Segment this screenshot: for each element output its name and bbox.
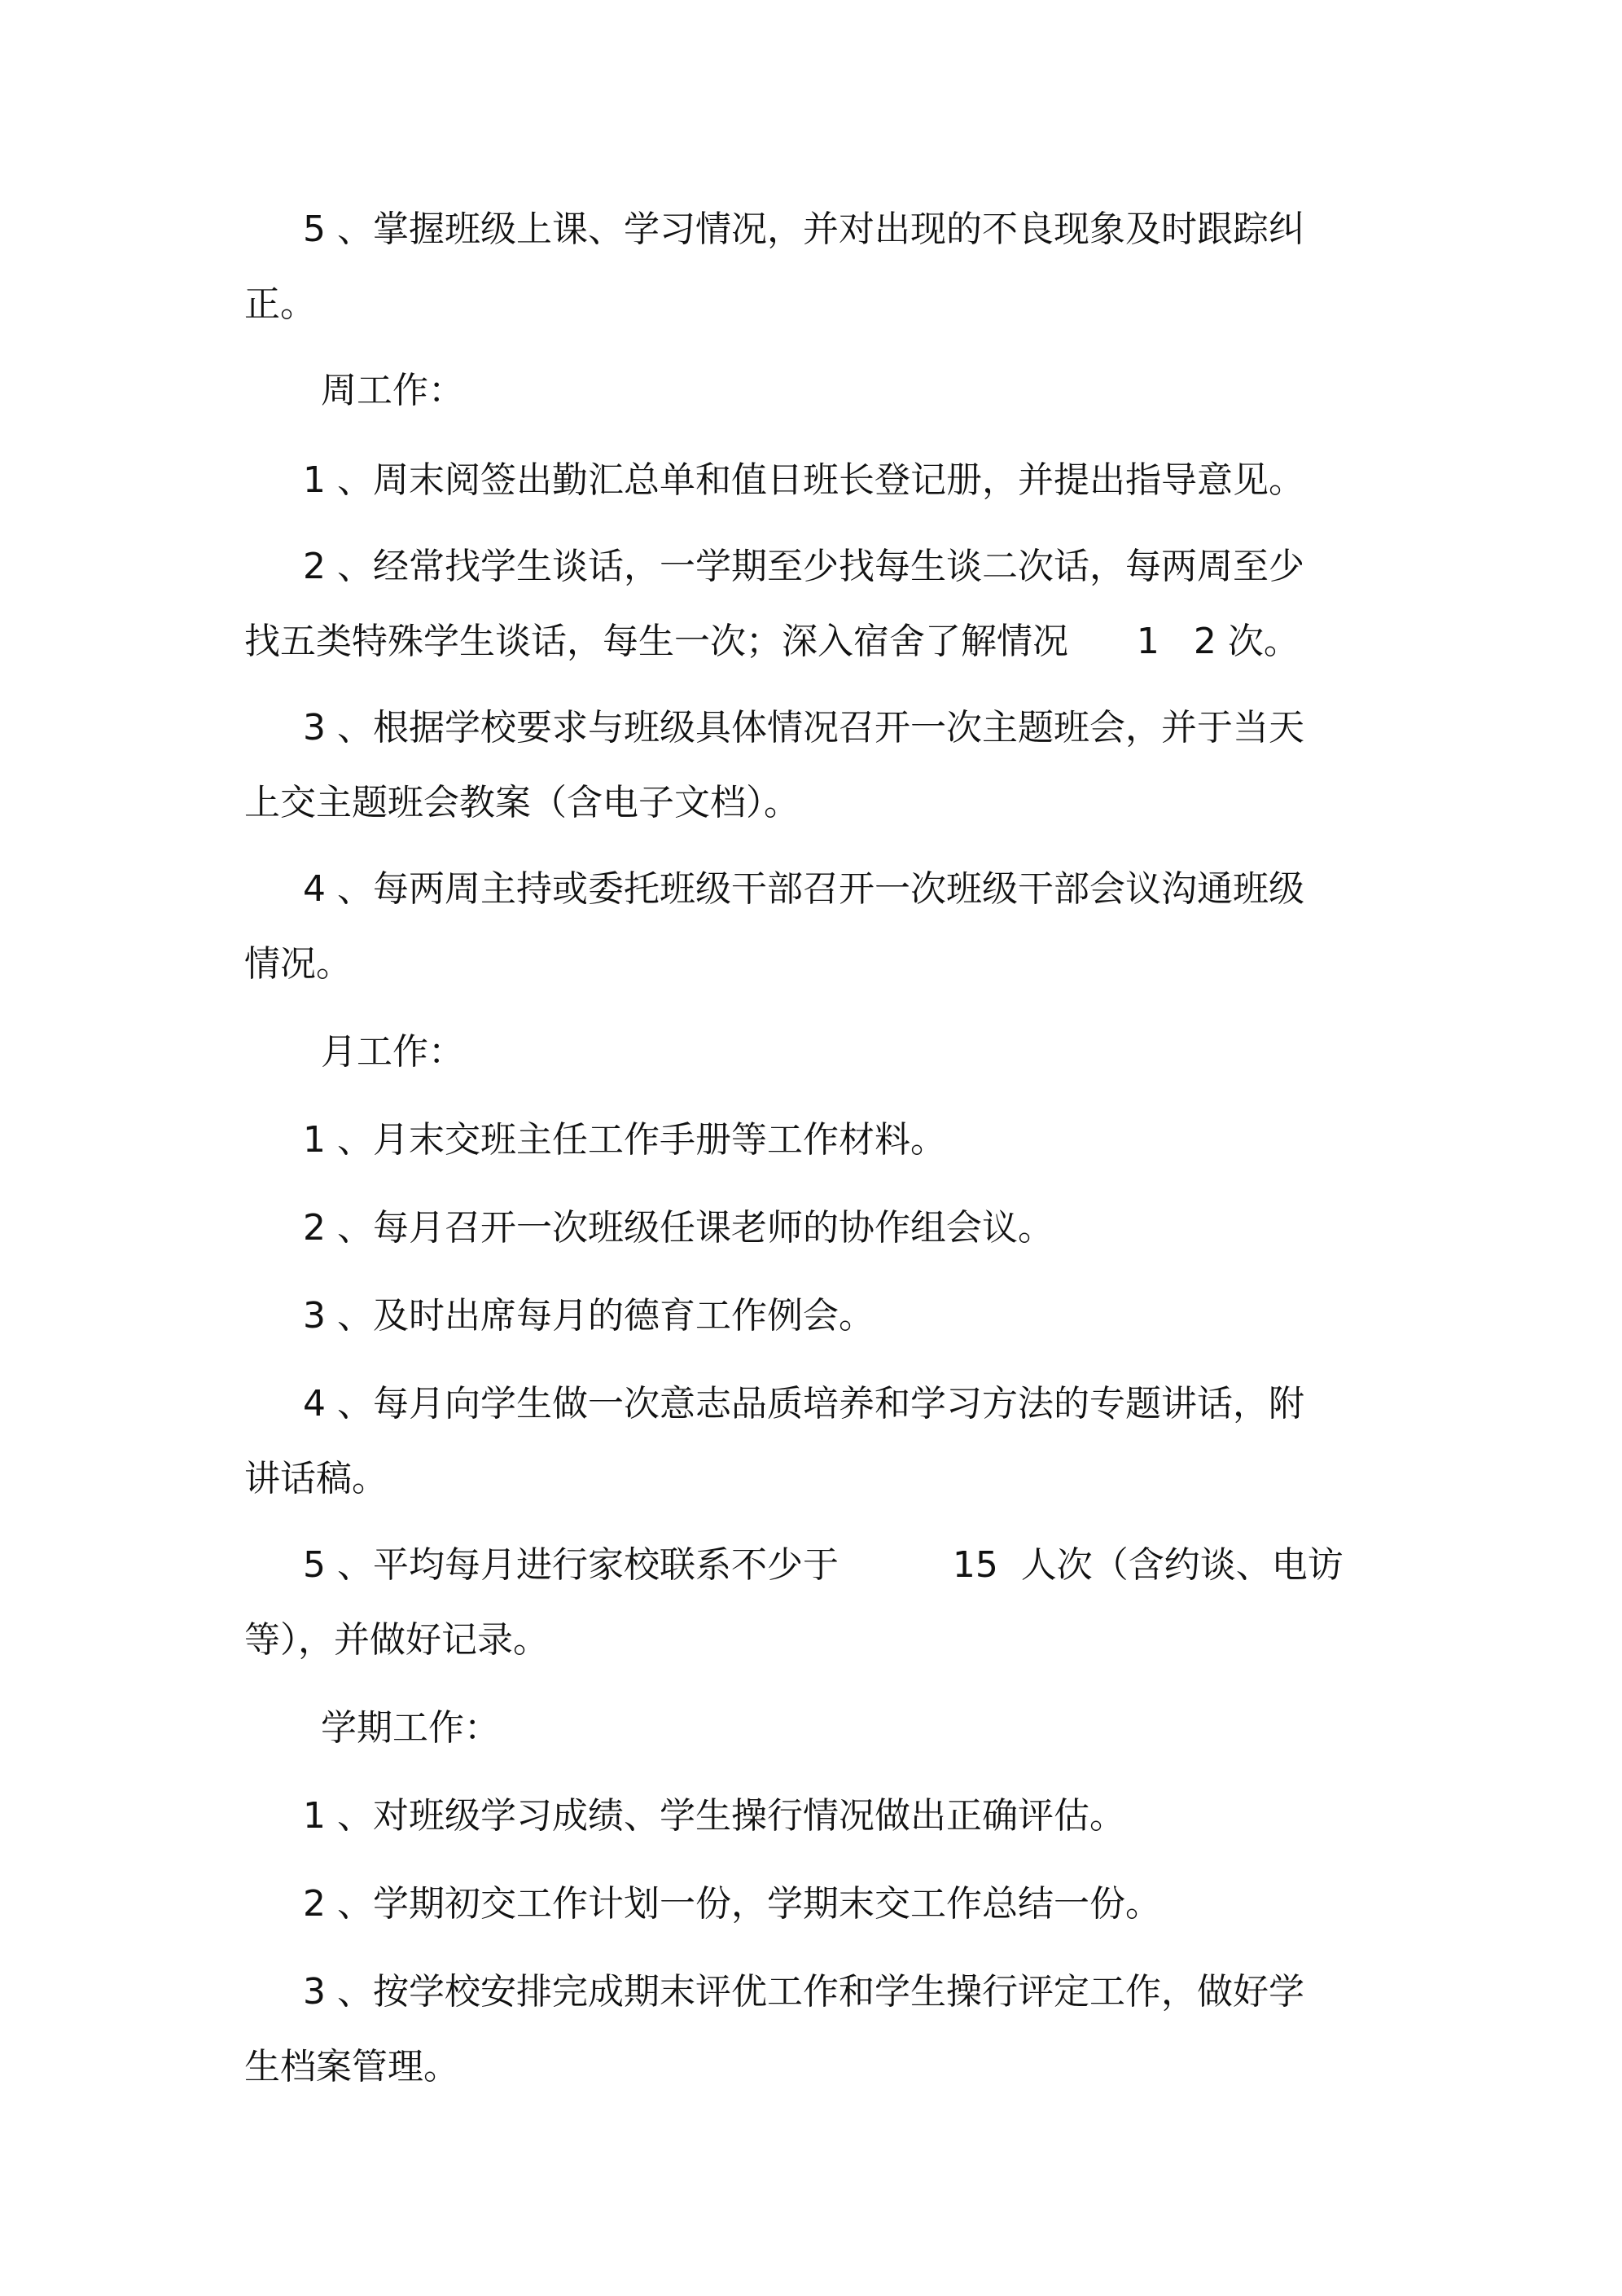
paragraph-line: 1 、对班级学习成绩、学生操行情况做出正确评估。: [303, 1795, 1125, 1837]
paragraph-line: 生档案管理。: [244, 2046, 459, 2087]
paragraph-line: 3 、按学校安排完成期末评优工作和学生操行评定工作，做好学: [303, 1971, 1304, 2013]
paragraph-line: 3 、根据学校要求与班级具体情况召开一次主题班会，并于当天: [303, 707, 1304, 749]
paragraph-line: 5 、平均每月进行家校联系不少于 15 人次（含约谈、电访: [303, 1544, 1344, 1586]
paragraph-line: 1 、周末阅签出勤汇总单和值日班长登记册，并提出指导意见。: [303, 459, 1304, 501]
paragraph-line: 4 、每月向学生做一次意志品质培养和学习方法的专题讲话，附: [303, 1383, 1304, 1425]
paragraph-line: 讲话稿。: [244, 1458, 388, 1499]
paragraph-line: 情况。: [244, 943, 352, 985]
section-heading-monthly: 月工作：: [321, 1031, 464, 1073]
paragraph-line: 正。: [244, 283, 316, 325]
paragraph-line: 上交主题班会教案（含电子文档）。: [244, 782, 800, 823]
paragraph-line: 找五类特殊学生谈话，每生一次；深入宿舍了解情况 1 2 次。: [244, 621, 1300, 662]
paragraph-line: 5 、掌握班级上课、学习情况，并对出现的不良现象及时跟踪纠: [303, 209, 1304, 250]
paragraph-line: 2 、每月召开一次班级任课老师的协作组会议。: [303, 1207, 1054, 1249]
paragraph-line: 1 、月末交班主任工作手册等工作材料。: [303, 1119, 946, 1161]
paragraph-line: 2 、经常找学生谈话，一学期至少找每生谈二次话，每两周至少: [303, 546, 1304, 587]
section-heading-weekly: 周工作：: [321, 370, 464, 411]
section-heading-semester: 学期工作：: [321, 1707, 500, 1749]
paragraph-line: 4 、每两周主持或委托班级干部召开一次班级干部会议沟通班级: [303, 868, 1304, 910]
paragraph-line: 2 、学期初交工作计划一份，学期末交工作总结一份。: [303, 1883, 1161, 1925]
paragraph-line: 等），并做好记录。: [244, 1619, 549, 1661]
paragraph-line: 3 、及时出席每月的德育工作例会。: [303, 1295, 875, 1337]
